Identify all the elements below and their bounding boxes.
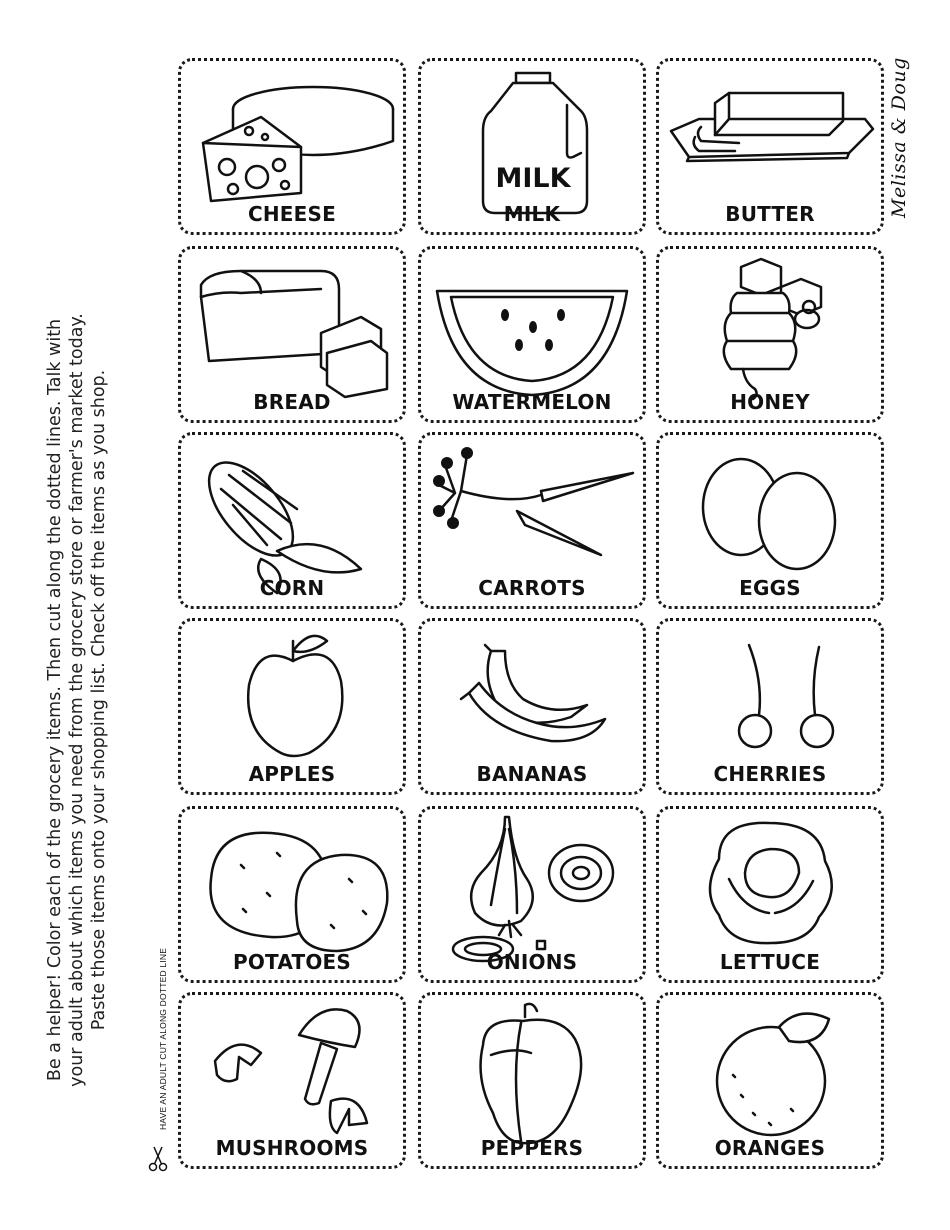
scissors-icon <box>147 1145 169 1173</box>
card-label-corn: CORN <box>259 576 325 600</box>
card-honey <box>656 246 884 423</box>
card-potatoes <box>178 806 406 983</box>
grocery-card-grid <box>178 58 888 1173</box>
card-oranges <box>656 992 884 1169</box>
card-label-bread: BREAD <box>253 390 331 414</box>
card-label-oranges: ORANGES <box>714 1136 826 1160</box>
brand-logo: Melissa & Doug <box>888 57 910 218</box>
card-corn <box>178 432 406 609</box>
card-peppers <box>418 992 646 1169</box>
card-label-carrots: CARROTS <box>478 576 586 600</box>
card-bananas <box>418 618 646 795</box>
card-watermelon <box>418 246 646 423</box>
cut-note: HAVE AN ADULT CUT ALONG DOTTED LINE <box>158 947 168 1130</box>
card-butter <box>656 58 884 235</box>
card-cherries <box>656 618 884 795</box>
card-label-butter: BUTTER <box>725 202 815 226</box>
card-label-cherries: CHERRIES <box>713 762 827 786</box>
card-mushrooms <box>178 992 406 1169</box>
card-label-lettuce: LETTUCE <box>719 950 821 974</box>
instructions-line-3: Paste those items onto your shopping list. Check off the items as you shop. <box>89 369 109 1031</box>
card-label-mushrooms: MUSHROOMS <box>215 1136 369 1160</box>
card-label-peppers: PEPPERS <box>480 1136 584 1160</box>
milk-jug-label: MILK <box>495 163 571 194</box>
card-label-bananas: BANANAS <box>476 762 588 786</box>
card-cheese <box>178 58 406 235</box>
card-carrots <box>418 432 646 609</box>
card-label-apples: APPLES <box>248 762 336 786</box>
instructions-line-2: your adult about which items you need from the grocery store or farmer's market today. <box>67 313 87 1087</box>
card-lettuce <box>656 806 884 983</box>
card-label-watermelon: WATERMELON <box>452 390 612 414</box>
card-apples <box>178 618 406 795</box>
card-label-onions: ONIONS <box>486 950 578 974</box>
instructions-text <box>44 190 110 1210</box>
card-label-potatoes: POTATOES <box>233 950 351 974</box>
card-label-cheese: CHEESE <box>247 202 336 226</box>
card-label-milk: MILK <box>503 202 561 226</box>
card-milk <box>418 58 646 235</box>
card-eggs <box>656 432 884 609</box>
card-label-honey: HONEY <box>730 390 810 414</box>
instructions-line-1: Be a helper! Color each of the grocery items. Then cut along the dotted lines. Talk with <box>45 318 65 1082</box>
card-bread <box>178 246 406 423</box>
card-label-eggs: EGGS <box>739 576 801 600</box>
card-onions <box>418 806 646 983</box>
